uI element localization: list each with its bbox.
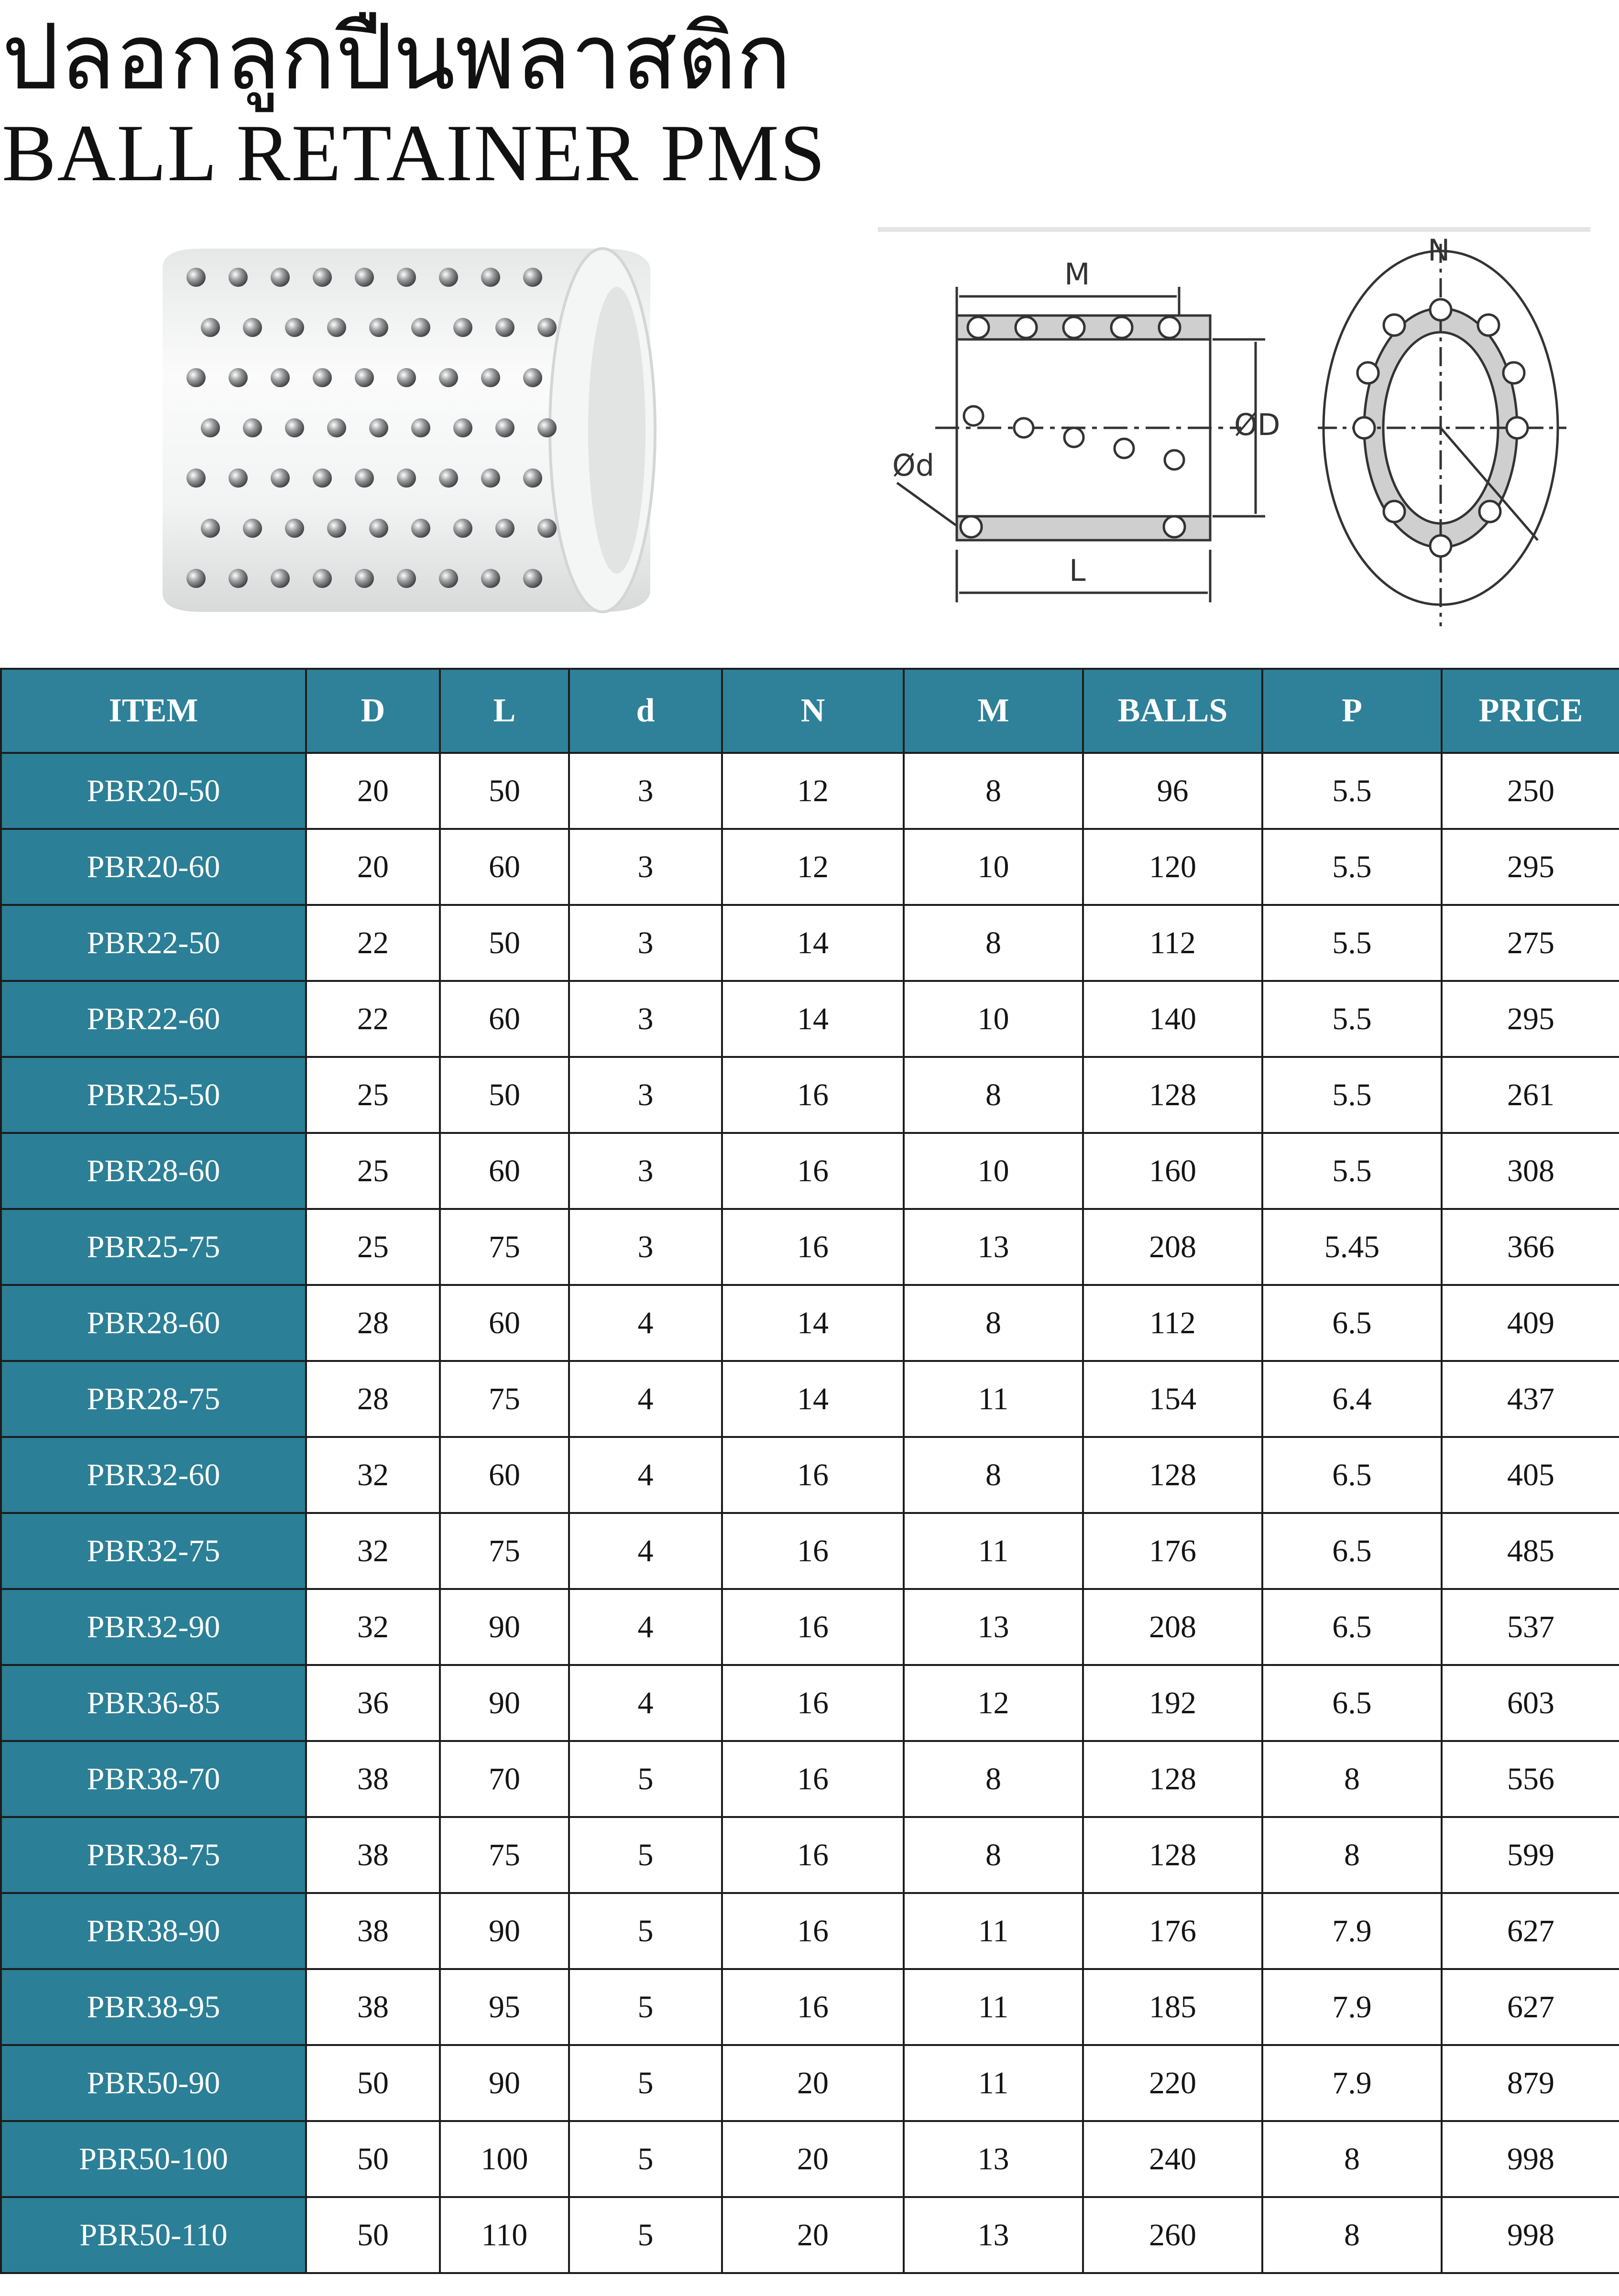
table-body	[1, 753, 1619, 2273]
value-cell: 16	[722, 1057, 904, 1133]
value-cell: 240	[1083, 2121, 1262, 2197]
value-cell: 38	[306, 1741, 440, 1817]
spec-table-container	[0, 668, 1619, 2274]
value-cell: 11	[904, 1893, 1083, 1969]
value-cell: 12	[904, 1665, 1083, 1741]
value-cell: 50	[306, 2197, 440, 2273]
column-header: d	[569, 669, 722, 753]
value-cell: 38	[306, 1969, 440, 2045]
value-cell: 16	[722, 1817, 904, 1893]
steel-ball	[271, 468, 290, 488]
label-small-d: Ød	[892, 448, 935, 483]
value-cell: 96	[1083, 753, 1262, 829]
item-cell: PBR22-60	[1, 981, 306, 1057]
column-header: PRICE	[1442, 669, 1619, 753]
value-cell: 50	[440, 753, 569, 829]
value-cell: 13	[904, 2121, 1083, 2197]
dimension-diagram	[878, 225, 1590, 636]
value-cell: 60	[440, 1285, 569, 1361]
value-cell: 8	[1262, 2197, 1442, 2273]
value-cell: 627	[1442, 1893, 1619, 1969]
steel-ball	[481, 268, 500, 287]
value-cell: 70	[440, 1741, 569, 1817]
value-cell: 120	[1083, 829, 1262, 905]
table-row	[1, 1513, 1619, 1589]
value-cell: 5.5	[1262, 1133, 1442, 1209]
value-cell: 25	[306, 1209, 440, 1285]
column-header: L	[440, 669, 569, 753]
column-header: M	[904, 669, 1083, 753]
value-cell: 11	[904, 1969, 1083, 2045]
item-cell: PBR38-75	[1, 1817, 306, 1893]
value-cell: 128	[1083, 1817, 1262, 1893]
value-cell: 5.5	[1262, 829, 1442, 905]
steel-ball	[453, 318, 472, 337]
steel-ball	[481, 368, 500, 387]
value-cell: 6.5	[1262, 1437, 1442, 1513]
value-cell: 13	[904, 1589, 1083, 1665]
steel-ball	[523, 368, 542, 387]
value-cell: 16	[722, 1893, 904, 1969]
steel-ball	[369, 418, 388, 437]
value-cell: 22	[306, 905, 440, 981]
value-cell: 366	[1442, 1209, 1619, 1285]
steel-ball	[327, 318, 346, 337]
value-cell: 32	[306, 1513, 440, 1589]
value-cell: 8	[904, 1741, 1083, 1817]
value-cell: 998	[1442, 2121, 1619, 2197]
value-cell: 16	[722, 1437, 904, 1513]
value-cell: 20	[722, 2121, 904, 2197]
value-cell: 6.5	[1262, 1285, 1442, 1361]
steel-ball	[397, 268, 416, 287]
table-row	[1, 1285, 1619, 1361]
value-cell: 8	[904, 1437, 1083, 1513]
steel-ball	[313, 468, 332, 488]
steel-ball	[243, 519, 262, 538]
value-cell: 220	[1083, 2045, 1262, 2121]
steel-ball	[313, 569, 332, 588]
value-cell: 11	[904, 1361, 1083, 1437]
steel-ball	[355, 268, 374, 287]
value-cell: 7.9	[1262, 2045, 1442, 2121]
value-cell: 308	[1442, 1133, 1619, 1209]
label-m: M	[1064, 257, 1090, 292]
value-cell: 11	[904, 2045, 1083, 2121]
label-big-d: ØD	[1234, 407, 1280, 442]
steel-ball	[355, 368, 374, 387]
item-cell: PBR36-85	[1, 1665, 306, 1741]
value-cell: 599	[1442, 1817, 1619, 1893]
value-cell: 90	[440, 2045, 569, 2121]
table-row	[1, 1361, 1619, 1437]
column-header: ITEM	[1, 669, 306, 753]
item-cell: PBR32-90	[1, 1589, 306, 1665]
value-cell: 50	[306, 2045, 440, 2121]
value-cell: 556	[1442, 1741, 1619, 1817]
value-cell: 8	[1262, 1741, 1442, 1817]
value-cell: 208	[1083, 1209, 1262, 1285]
value-cell: 14	[722, 1285, 904, 1361]
table-row	[1, 1589, 1619, 1665]
value-cell: 11	[904, 1513, 1083, 1589]
steel-ball	[285, 519, 304, 538]
value-cell: 176	[1083, 1893, 1262, 1969]
value-cell: 3	[569, 753, 722, 829]
value-cell: 998	[1442, 2197, 1619, 2273]
value-cell: 28	[306, 1285, 440, 1361]
table-row	[1, 1893, 1619, 1969]
value-cell: 95	[440, 1969, 569, 2045]
value-cell: 261	[1442, 1057, 1619, 1133]
steel-ball	[186, 368, 206, 387]
value-cell: 110	[440, 2197, 569, 2273]
value-cell: 4	[569, 1285, 722, 1361]
value-cell: 22	[306, 981, 440, 1057]
steel-ball	[523, 468, 542, 488]
steel-ball	[523, 569, 542, 588]
steel-ball	[243, 318, 262, 337]
value-cell: 8	[904, 905, 1083, 981]
value-cell: 14	[722, 905, 904, 981]
table-header-row	[1, 669, 1619, 753]
steel-ball	[355, 569, 374, 588]
value-cell: 5	[569, 2045, 722, 2121]
label-l: L	[1069, 553, 1086, 588]
steel-ball	[439, 268, 458, 287]
value-cell: 10	[904, 829, 1083, 905]
item-cell: PBR20-60	[1, 829, 306, 905]
steel-ball	[411, 418, 430, 437]
steel-ball	[229, 468, 248, 488]
value-cell: 60	[440, 1133, 569, 1209]
steel-ball	[439, 468, 458, 488]
value-cell: 12	[722, 753, 904, 829]
value-cell: 437	[1442, 1361, 1619, 1437]
value-cell: 5	[569, 1969, 722, 2045]
value-cell: 5	[569, 2121, 722, 2197]
steel-ball	[523, 268, 542, 287]
value-cell: 405	[1442, 1437, 1619, 1513]
steel-ball	[411, 519, 430, 538]
value-cell: 3	[569, 1057, 722, 1133]
item-cell: PBR25-75	[1, 1209, 306, 1285]
steel-ball	[355, 468, 374, 488]
value-cell: 3	[569, 1209, 722, 1285]
value-cell: 4	[569, 1665, 722, 1741]
table-row	[1, 1817, 1619, 1893]
value-cell: 5.5	[1262, 1057, 1442, 1133]
value-cell: 128	[1083, 1741, 1262, 1817]
value-cell: 14	[722, 981, 904, 1057]
label-n: N	[1428, 233, 1450, 268]
column-header: BALLS	[1083, 669, 1262, 753]
value-cell: 28	[306, 1361, 440, 1437]
table-row	[1, 981, 1619, 1057]
table-row	[1, 1057, 1619, 1133]
value-cell: 90	[440, 1589, 569, 1665]
column-header: P	[1262, 669, 1442, 753]
value-cell: 16	[722, 1741, 904, 1817]
value-cell: 5	[569, 2197, 722, 2273]
value-cell: 32	[306, 1589, 440, 1665]
value-cell: 4	[569, 1361, 722, 1437]
table-row	[1, 2121, 1619, 2197]
value-cell: 128	[1083, 1057, 1262, 1133]
table-row	[1, 905, 1619, 981]
table-row	[1, 1437, 1619, 1513]
value-cell: 13	[904, 2197, 1083, 2273]
table-row	[1, 1665, 1619, 1741]
value-cell: 250	[1442, 753, 1619, 829]
value-cell: 75	[440, 1361, 569, 1437]
value-cell: 8	[904, 1057, 1083, 1133]
value-cell: 6.4	[1262, 1361, 1442, 1437]
value-cell: 90	[440, 1665, 569, 1741]
value-cell: 38	[306, 1893, 440, 1969]
value-cell: 12	[722, 829, 904, 905]
table-row	[1, 2045, 1619, 2121]
value-cell: 154	[1083, 1361, 1262, 1437]
steel-ball	[313, 268, 332, 287]
steel-ball	[201, 519, 220, 538]
steel-ball	[229, 268, 248, 287]
value-cell: 485	[1442, 1513, 1619, 1589]
steel-ball	[285, 418, 304, 437]
item-cell: PBR50-100	[1, 2121, 306, 2197]
value-cell: 8	[904, 1285, 1083, 1361]
value-cell: 13	[904, 1209, 1083, 1285]
value-cell: 176	[1083, 1513, 1262, 1589]
item-cell: PBR28-75	[1, 1361, 306, 1437]
item-cell: PBR20-50	[1, 753, 306, 829]
steel-ball	[313, 368, 332, 387]
steel-ball	[397, 468, 416, 488]
item-cell: PBR38-90	[1, 1893, 306, 1969]
value-cell: 4	[569, 1437, 722, 1513]
steel-ball	[481, 569, 500, 588]
steel-ball	[411, 318, 430, 337]
value-cell: 14	[722, 1361, 904, 1437]
value-cell: 7.9	[1262, 1893, 1442, 1969]
value-cell: 20	[722, 2045, 904, 2121]
table-row	[1, 1209, 1619, 1285]
steel-ball	[285, 318, 304, 337]
product-photo	[143, 239, 693, 621]
value-cell: 25	[306, 1133, 440, 1209]
value-cell: 8	[1262, 2121, 1442, 2197]
steel-ball	[397, 368, 416, 387]
table-row	[1, 753, 1619, 829]
value-cell: 112	[1083, 1285, 1262, 1361]
value-cell: 603	[1442, 1665, 1619, 1741]
value-cell: 160	[1083, 1133, 1262, 1209]
value-cell: 112	[1083, 905, 1262, 981]
value-cell: 5	[569, 1893, 722, 1969]
value-cell: 60	[440, 1437, 569, 1513]
steel-ball	[537, 318, 557, 337]
value-cell: 5.5	[1262, 981, 1442, 1057]
value-cell: 5	[569, 1817, 722, 1893]
column-header: N	[722, 669, 904, 753]
value-cell: 7.9	[1262, 1969, 1442, 2045]
value-cell: 3	[569, 905, 722, 981]
value-cell: 140	[1083, 981, 1262, 1057]
value-cell: 5.45	[1262, 1209, 1442, 1285]
steel-ball	[481, 468, 500, 488]
table-row	[1, 1741, 1619, 1817]
steel-ball	[537, 418, 557, 437]
spec-table	[0, 668, 1619, 2274]
value-cell: 537	[1442, 1589, 1619, 1665]
value-cell: 100	[440, 2121, 569, 2197]
value-cell: 275	[1442, 905, 1619, 981]
value-cell: 60	[440, 829, 569, 905]
column-header: D	[306, 669, 440, 753]
value-cell: 5	[569, 1741, 722, 1817]
table-row	[1, 1133, 1619, 1209]
value-cell: 75	[440, 1817, 569, 1893]
value-cell: 16	[722, 1209, 904, 1285]
steel-ball	[369, 519, 388, 538]
value-cell: 6.5	[1262, 1589, 1442, 1665]
steel-ball	[201, 418, 220, 437]
table-row	[1, 2197, 1619, 2273]
value-cell: 75	[440, 1209, 569, 1285]
steel-ball	[229, 368, 248, 387]
title-thai: ปลอกลูกปืนพลาสติก	[2, 4, 791, 110]
value-cell: 8	[904, 753, 1083, 829]
item-cell: PBR38-70	[1, 1741, 306, 1817]
value-cell: 5.5	[1262, 753, 1442, 829]
value-cell: 5.5	[1262, 905, 1442, 981]
value-cell: 38	[306, 1817, 440, 1893]
value-cell: 20	[722, 2197, 904, 2273]
value-cell: 16	[722, 1665, 904, 1741]
value-cell: 4	[569, 1513, 722, 1589]
value-cell: 879	[1442, 2045, 1619, 2121]
value-cell: 4	[569, 1589, 722, 1665]
value-cell: 3	[569, 829, 722, 905]
value-cell: 208	[1083, 1589, 1262, 1665]
value-cell: 16	[722, 1589, 904, 1665]
value-cell: 75	[440, 1513, 569, 1589]
value-cell: 50	[440, 1057, 569, 1133]
value-cell: 16	[722, 1133, 904, 1209]
value-cell: 627	[1442, 1969, 1619, 2045]
value-cell: 8	[904, 1817, 1083, 1893]
steel-ball	[271, 368, 290, 387]
value-cell: 32	[306, 1437, 440, 1513]
value-cell: 295	[1442, 829, 1619, 905]
item-cell: PBR28-60	[1, 1133, 306, 1209]
item-cell: PBR50-110	[1, 2197, 306, 2273]
value-cell: 16	[722, 1969, 904, 2045]
value-cell: 295	[1442, 981, 1619, 1057]
value-cell: 20	[306, 829, 440, 905]
value-cell: 36	[306, 1665, 440, 1741]
value-cell: 192	[1083, 1665, 1262, 1741]
value-cell: 50	[440, 905, 569, 981]
steel-ball	[495, 318, 514, 337]
value-cell: 8	[1262, 1817, 1442, 1893]
value-cell: 90	[440, 1893, 569, 1969]
value-cell: 20	[306, 753, 440, 829]
steel-ball	[495, 519, 514, 538]
value-cell: 6.5	[1262, 1665, 1442, 1741]
item-cell: PBR32-60	[1, 1437, 306, 1513]
value-cell: 6.5	[1262, 1513, 1442, 1589]
value-cell: 10	[904, 981, 1083, 1057]
value-cell: 16	[722, 1513, 904, 1589]
steel-ball	[537, 519, 557, 538]
value-cell: 10	[904, 1133, 1083, 1209]
steel-ball	[229, 569, 248, 588]
value-cell: 128	[1083, 1437, 1262, 1513]
steel-ball	[397, 569, 416, 588]
steel-ball	[201, 318, 220, 337]
item-cell: PBR38-95	[1, 1969, 306, 2045]
steel-ball	[327, 519, 346, 538]
item-cell: PBR32-75	[1, 1513, 306, 1589]
value-cell: 3	[569, 1133, 722, 1209]
steel-ball	[439, 368, 458, 387]
steel-ball	[186, 468, 206, 488]
steel-ball	[186, 569, 206, 588]
item-cell: PBR25-50	[1, 1057, 306, 1133]
value-cell: 3	[569, 981, 722, 1057]
steel-ball	[186, 268, 206, 287]
steel-ball	[271, 268, 290, 287]
value-cell: 60	[440, 981, 569, 1057]
title-english: BALL RETAINER PMS	[2, 108, 826, 198]
table-row	[1, 1969, 1619, 2045]
value-cell: 409	[1442, 1285, 1619, 1361]
value-cell: 50	[306, 2121, 440, 2197]
item-cell: PBR22-50	[1, 905, 306, 981]
value-cell: 25	[306, 1057, 440, 1133]
steel-ball	[495, 418, 514, 437]
table-row	[1, 829, 1619, 905]
item-cell: PBR28-60	[1, 1285, 306, 1361]
steel-ball	[243, 418, 262, 437]
steel-ball	[369, 318, 388, 337]
steel-ball	[271, 569, 290, 588]
steel-ball	[439, 569, 458, 588]
steel-ball	[453, 519, 472, 538]
value-cell: 185	[1083, 1969, 1262, 2045]
steel-ball	[327, 418, 346, 437]
steel-ball	[453, 418, 472, 437]
item-cell: PBR50-90	[1, 2045, 306, 2121]
value-cell: 260	[1083, 2197, 1262, 2273]
